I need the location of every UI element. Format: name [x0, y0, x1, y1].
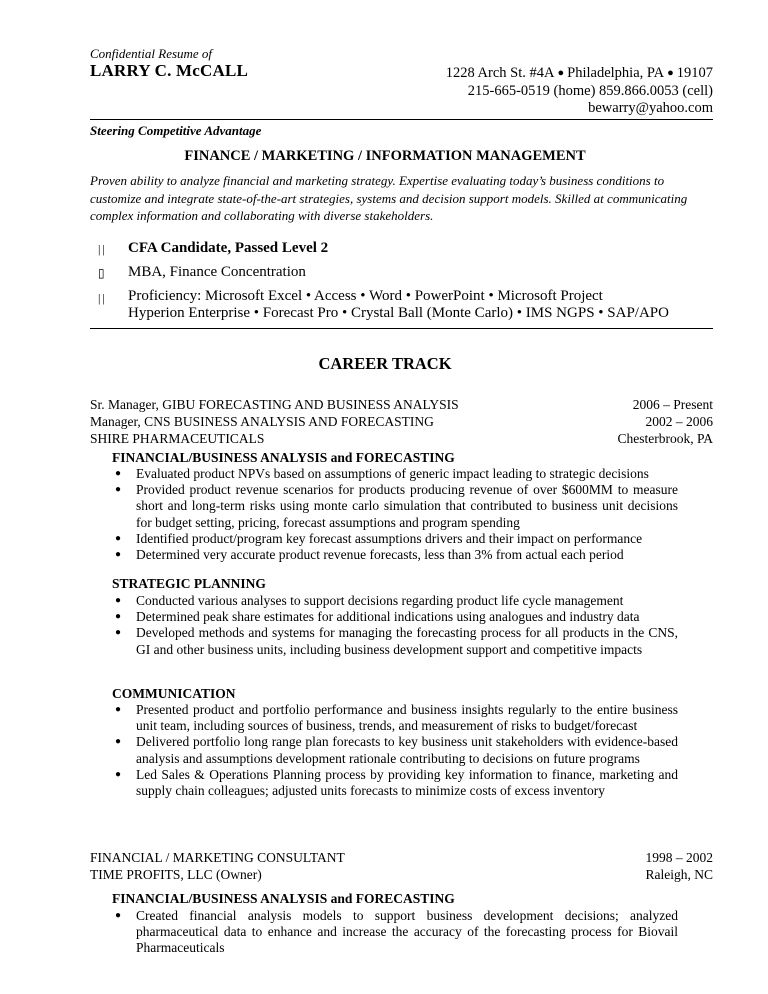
summary-headline: FINANCE / MARKETING / INFORMATION MANAGEMENT — [184, 148, 586, 164]
highlight-marker-icon: || — [98, 242, 107, 256]
job1-dates2: 2002 – 2006 — [645, 414, 713, 429]
list-item: ● Developed methods and systems for managing the forecasting process for all products in the CNS, GI and other business units, including business development support and competitive impacts — [115, 625, 678, 657]
job2-dates: 1998 – 2002 — [645, 850, 713, 865]
list-item: ● Evaluated product NPVs based on assumptions of generic impact leading to strategic decisions — [115, 466, 649, 481]
bullet-icon: ● — [115, 736, 122, 748]
bullet-icon: ● — [667, 67, 674, 79]
bullet-list — [112, 702, 678, 799]
highlight-marker-icon: ▯ — [98, 266, 107, 280]
job1-title1: Sr. Manager, GIBU FORECASTING AND BUSINESS ANALYSIS — [90, 397, 459, 412]
summary-text: Proven ability to analyze financial and marketing strategy. Expertise evaluating today’s business conditions to customize and integrate state-of-the-art strategies, systems and decision support models. Skilled at communicating complex information and collaborating with diverse stakeholders. — [90, 173, 688, 223]
summary-divider — [90, 328, 713, 329]
tagline: Steering Competitive Advantage — [90, 123, 262, 138]
bullet-list — [112, 593, 678, 658]
career-track-heading: CAREER TRACK — [318, 354, 452, 373]
bullet-icon: ● — [115, 468, 122, 479]
highlight-marker-icon: || — [98, 291, 107, 305]
address-line — [446, 64, 713, 83]
bullet-icon: ● — [115, 484, 122, 496]
resume-page — [90, 0, 713, 994]
highlight-proficiency: Proficiency: Microsoft Excel • Access • Word • PowerPoint • Microsoft Project — [128, 288, 603, 304]
list-item: ● Presented product and portfolio performance and business insights regularly to the entire business unit team, including sources of business, trends, and measurement of risks to budget/forecast — [115, 702, 678, 734]
section-heading: COMMUNICATION — [112, 686, 236, 701]
list-item: ● Provided product revenue scenarios for products producing revenue of over $600MM to measure short and long-term risks using monte carlo simulation that contributed to business unit decisions for budget setting, pricing, forecast assumptions and program spending — [115, 482, 678, 530]
bullet-icon: ● — [115, 532, 122, 544]
bullet-icon: ● — [557, 67, 565, 79]
address-city: Philadelphia, PA — [567, 65, 665, 81]
list-item: ● Conducted various analyses to support decisions regarding product life cycle management — [115, 593, 624, 608]
bullet-icon: ● — [115, 611, 122, 623]
confidential-label: Confidential Resume of — [90, 46, 213, 61]
list-item: ● Determined very accurate product revenue forecasts, less than 3% from actual each period — [115, 547, 624, 563]
highlight-cfa: CFA Candidate, Passed Level 2 — [128, 240, 329, 256]
bullet-icon: ● — [115, 549, 122, 561]
section-heading: FINANCIAL/BUSINESS ANALYSIS and FORECASTING — [112, 891, 455, 906]
bullet-list — [112, 466, 678, 563]
highlight-proficiency-cont: Hyperion Enterprise • Forecast Pro • Crystal Ball (Monte Carlo) • IMS NGPS • SAP/APO — [128, 305, 669, 321]
list-item: ● Delivered portfolio long range plan forecasts to key business unit stakeholders with evidence-based analysis and assumptions development rationale contributing to decisions on future programs — [115, 734, 678, 766]
job2-company: TIME PROFITS, LLC (Owner) — [90, 867, 262, 882]
section-heading: FINANCIAL/BUSINESS ANALYSIS and FORECASTING — [112, 450, 455, 465]
bullet-icon: ● — [115, 595, 122, 606]
job2-title: FINANCIAL / MARKETING CONSULTANT — [90, 850, 345, 865]
job1-location: Chesterbrook, PA — [617, 431, 713, 446]
list-item: ● Led Sales & Operations Planning process by providing key information to finance, marketing and supply chain colleagues; adjusted units forecasts to minimize costs of excess inventory — [115, 766, 678, 799]
list-item: ● Identified product/program key forecast assumptions drivers and their impact on performance — [115, 530, 643, 546]
phone-line: 215-665-0519 (home) 859.866.0053 (cell) — [467, 83, 713, 99]
candidate-name: LARRY C. McCALL — [90, 61, 249, 80]
list-item: ● Created financial analysis models to support business development decisions; analyzed pharmaceutical data to enhance and increase the accuracy of the forecasting process for Biovail Pharmaceuticals — [115, 908, 678, 956]
email-address[interactable]: bewarry@yahoo.com — [588, 100, 713, 116]
bullet-icon: ● — [115, 910, 122, 921]
list-item: ● Determined peak share estimates for additional indications using analogues and industry data — [115, 609, 640, 625]
section-heading: STRATEGIC PLANNING — [112, 576, 266, 591]
job2-location: Raleigh, NC — [645, 867, 713, 882]
bullet-list — [112, 908, 678, 957]
job1-title2: Manager, CNS BUSINESS ANALYSIS AND FORECASTING — [90, 414, 434, 429]
address-street: 1228 Arch St. #4A — [445, 65, 555, 81]
header-divider — [90, 119, 713, 120]
highlight-mba: MBA, Finance Concentration — [128, 264, 306, 280]
bullet-icon: ● — [115, 704, 122, 715]
job1-dates1: 2006 – Present — [632, 397, 713, 412]
bullet-icon: ● — [115, 627, 122, 639]
address-zip: 19107 — [676, 65, 713, 81]
job1-company: SHIRE PHARMACEUTICALS — [90, 431, 265, 446]
bullet-icon: ● — [115, 768, 122, 780]
